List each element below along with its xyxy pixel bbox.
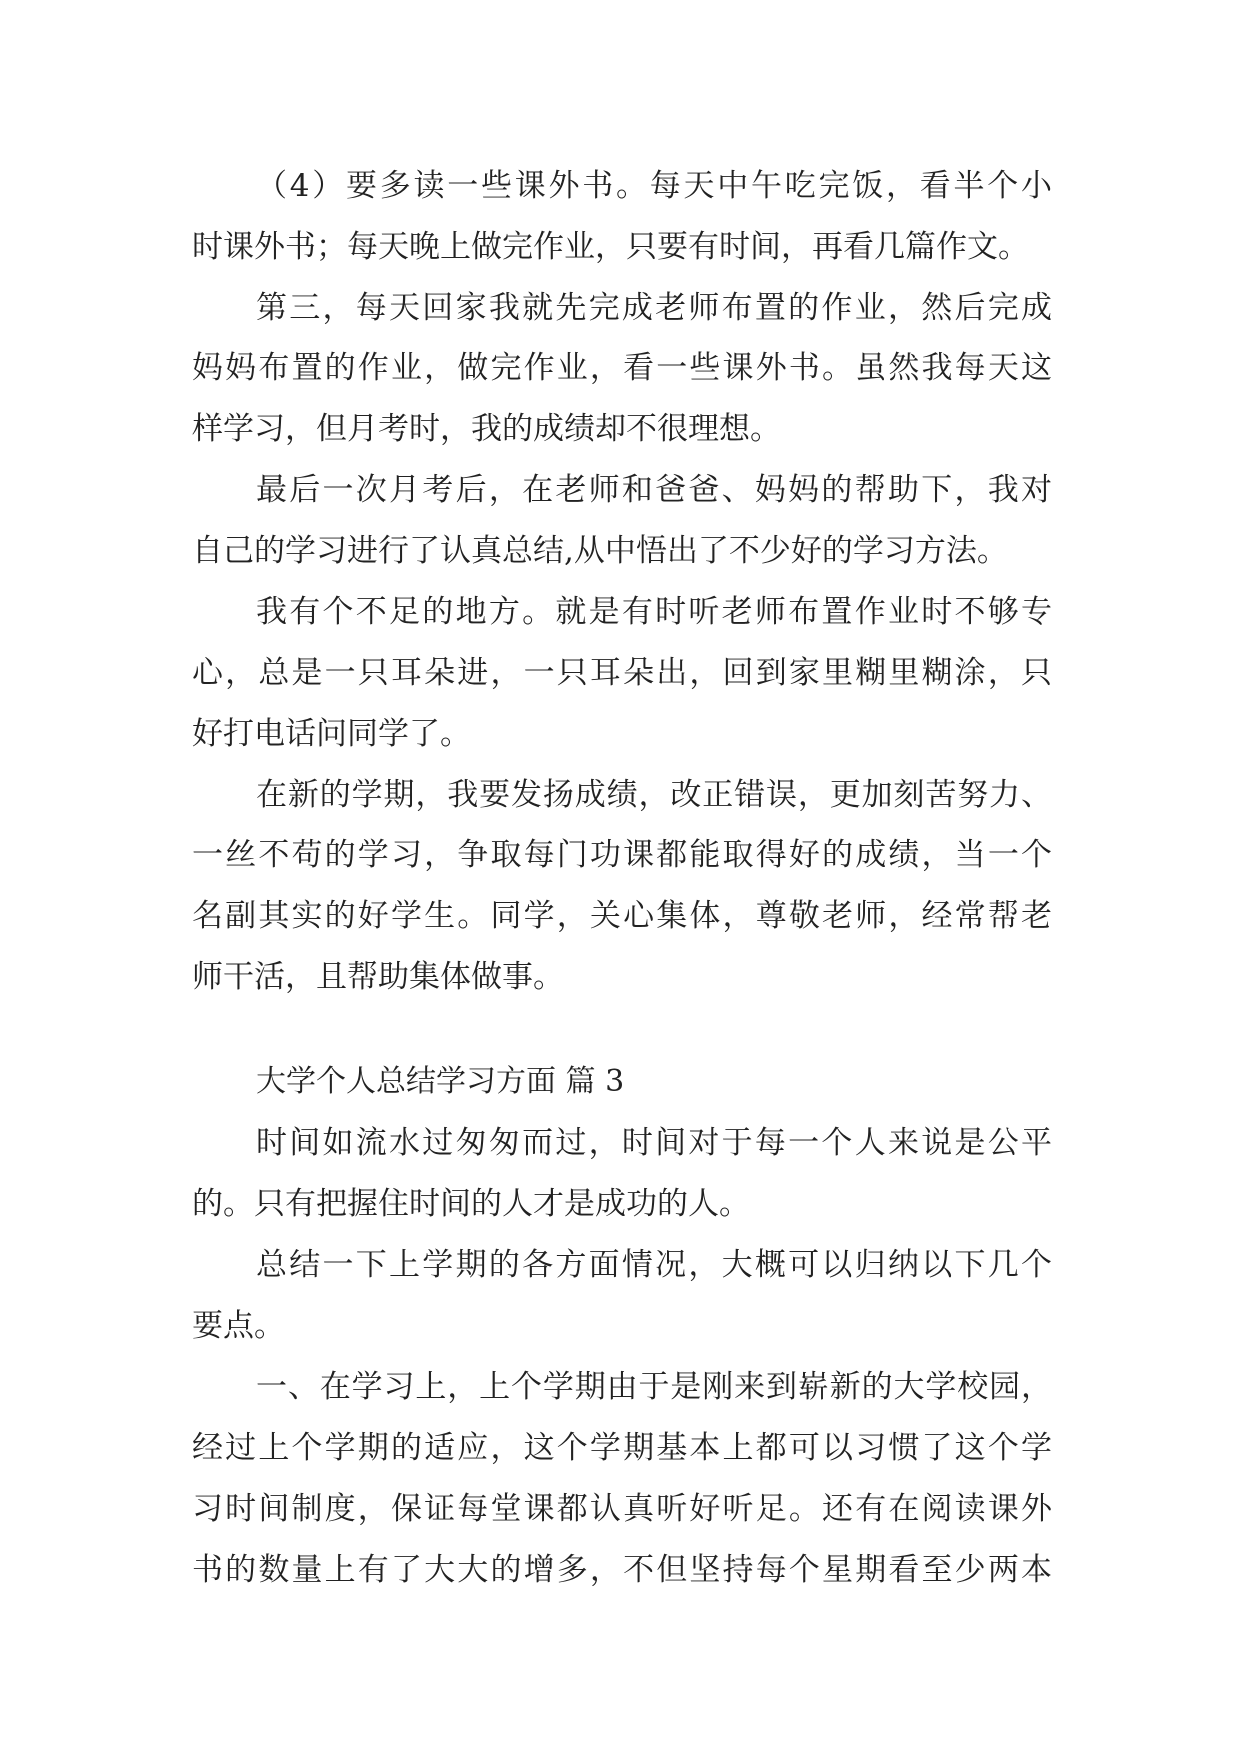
text-line: 在新的学期，我要发扬成绩，改正错误，更加刻苦努力、 [256, 777, 1052, 813]
text-line: 时课外书；每天晚上做完作业，只要有时间，再看几篇作文。 [192, 229, 1029, 265]
text-line: 习时间制度，保证每堂课都认真听好听足。还有在阅读课外 [192, 1491, 1052, 1527]
text-line: 时间如流水过匆匆而过，时间对于每一个人来说是公平 [256, 1125, 1052, 1161]
text-line: 好打电话问同学了。 [192, 716, 471, 752]
text-line: 心，总是一只耳朵进，一只耳朵出，回到家里糊里糊涂，只 [192, 655, 1052, 691]
text-line: 总结一下上学期的各方面情况，大概可以归纳以下几个 [256, 1247, 1052, 1283]
text-line: 自己的学习进行了认真总结,从中悟出了不少好的学习方法。 [192, 533, 1008, 569]
text-line: 一、在学习上，上个学期由于是刚来到崭新的大学校园， [256, 1369, 1052, 1405]
text-line: 的。只有把握住时间的人才是成功的人。 [192, 1186, 750, 1222]
text-line: 要点。 [192, 1308, 285, 1344]
text-line: 最后一次月考后，在老师和爸爸、妈妈的帮助下，我对 [256, 472, 1052, 508]
text-line: 样学习，但月考时，我的成绩却不很理想。 [192, 411, 781, 447]
text-line: 我有个不足的地方。就是有时听老师布置作业时不够专 [256, 594, 1052, 630]
text-line: 经过上个学期的适应，这个学期基本上都可以习惯了这个学 [192, 1430, 1052, 1466]
text-line: 第三，每天回家我就先完成老师布置的作业，然后完成 [256, 290, 1052, 326]
text-line: 名副其实的好学生。同学，关心集体，尊敬老师，经常帮老 [192, 898, 1052, 934]
text-line: 妈妈布置的作业，做完作业，看一些课外书。虽然我每天这 [192, 350, 1052, 386]
text-line: 书的数量上有了大大的增多，不但坚持每个星期看至少两本 [192, 1552, 1052, 1588]
section-heading: 大学个人总结学习方面 篇 3 [256, 1064, 625, 1099]
text-line: （4）要多读一些课外书。每天中午吃完饭，看半个小 [256, 168, 1052, 204]
text-line: 师干活，且帮助集体做事。 [192, 959, 564, 995]
text-line: 一丝不苟的学习，争取每门功课都能取得好的成绩，当一个 [192, 837, 1052, 873]
